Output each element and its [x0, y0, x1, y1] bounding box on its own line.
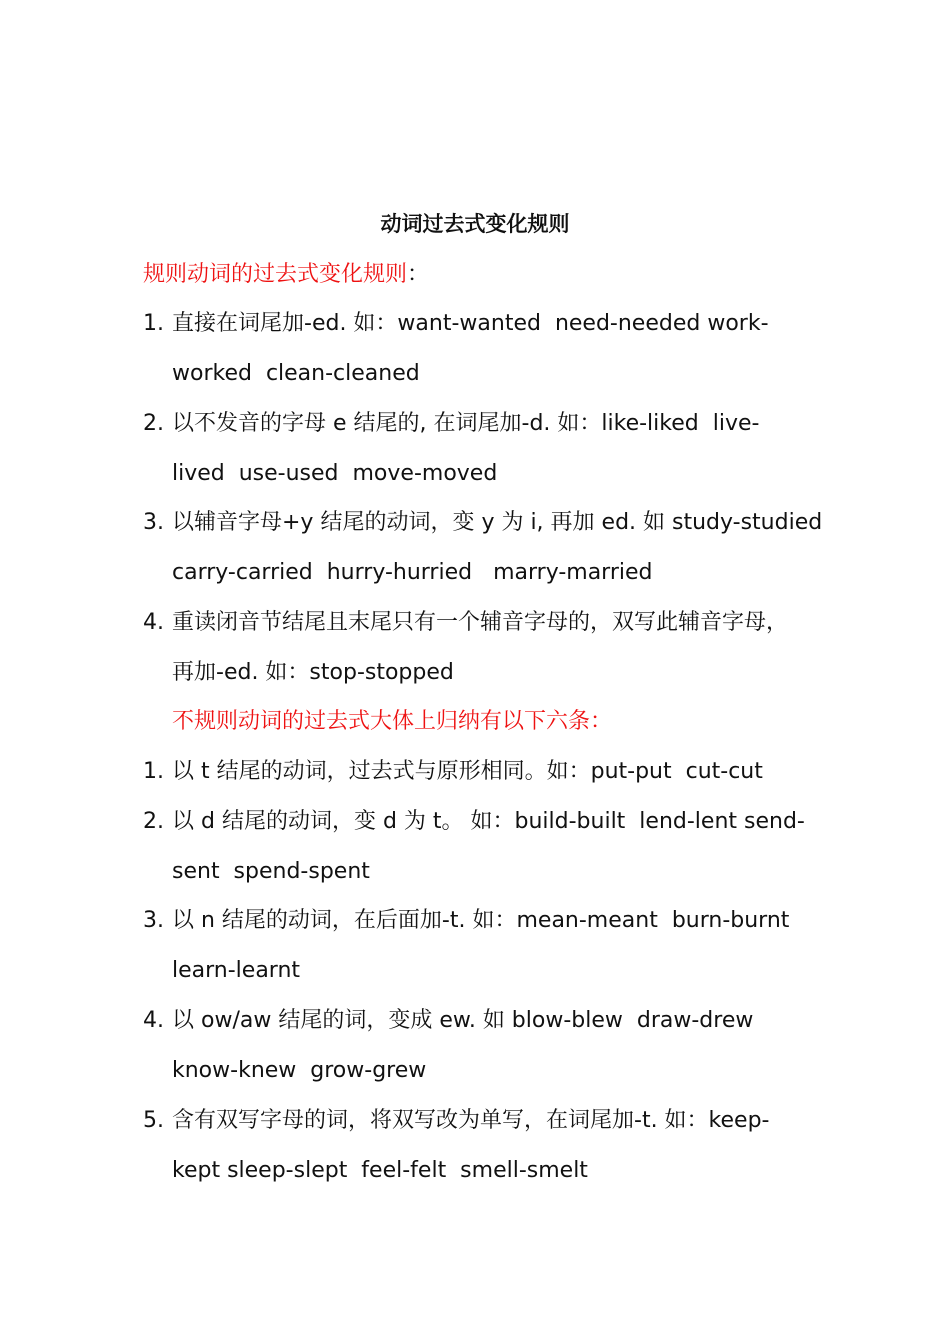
regular-item-3-line-1: 以辅音字母+y 结尾的动词，变 y 为 i, 再加 ed. 如 study-studied — [172, 510, 823, 535]
irregular-item-4-line-2: know-knew grow-grew — [172, 1058, 427, 1083]
irregular-item-3-number: 3. — [143, 908, 164, 933]
irregular-item-4-line-1: 以 ow/aw 结尾的词，变成 ew. 如 blow-blew draw-drew — [172, 1008, 754, 1033]
irregular-item-5-number: 5. — [143, 1108, 164, 1133]
irregular-item-5-line-2: kept sleep-slept feel-felt smell-smelt — [172, 1158, 588, 1183]
irregular-item-2-line-2: sent spend-spent — [172, 859, 370, 884]
regular-item-3-line-2: carry-carried hurry-hurried marry-married — [172, 560, 653, 585]
irregular-item-3-line-1: 以 n 结尾的动词，在后面加-t. 如：mean-meant burn-burnt — [172, 908, 790, 933]
irregular-item-4-number: 4. — [143, 1008, 164, 1033]
regular-item-2-line-2: lived use-used move-moved — [172, 461, 498, 486]
irregular-item-1-line-1: 以 t 结尾的动词，过去式与原形相同。如：put-put cut-cut — [172, 759, 763, 784]
irregular-item-2-line-1: 以 d 结尾的动词，变 d 为 t。 如：build-built lend-lent send- — [172, 809, 805, 834]
regular-item-4-line-2: 再加-ed. 如：stop-stopped — [172, 660, 454, 685]
regular-item-4-line-1: 重读闭音节结尾且末尾只有一个辅音字母的，双写此辅音字母， — [172, 610, 789, 635]
regular-heading-text: 规则动词的过去式变化规则 — [143, 262, 408, 287]
irregular-item-2-number: 2. — [143, 809, 164, 834]
regular-item-1-line-2: worked clean-cleaned — [172, 361, 420, 386]
irregular-item-3-line-2: learn-learnt — [172, 958, 301, 983]
irregular-heading: 不规则动词的过去式大体上归纳有以下六条： — [172, 709, 613, 734]
irregular-item-1-number: 1. — [143, 759, 164, 784]
regular-item-1-line-1: 直接在词尾加-ed. 如：want-wanted need-needed work- — [172, 311, 769, 336]
page-title: 动词过去式变化规则 — [380, 212, 570, 236]
regular-item-2-line-1: 以不发音的字母 e 结尾的, 在词尾加-d. 如：like-liked live- — [172, 411, 760, 436]
irregular-item-5-line-1: 含有双写字母的词，将双写改为单写，在词尾加-t. 如：keep- — [172, 1108, 770, 1133]
regular-item-2-number: 2. — [143, 411, 164, 436]
regular-item-4-number: 4. — [143, 610, 164, 635]
regular-item-1-number: 1. — [143, 311, 164, 336]
regular-heading-colon: ： — [407, 262, 430, 287]
regular-item-3-number: 3. — [143, 510, 164, 535]
regular-heading — [143, 258, 429, 292]
